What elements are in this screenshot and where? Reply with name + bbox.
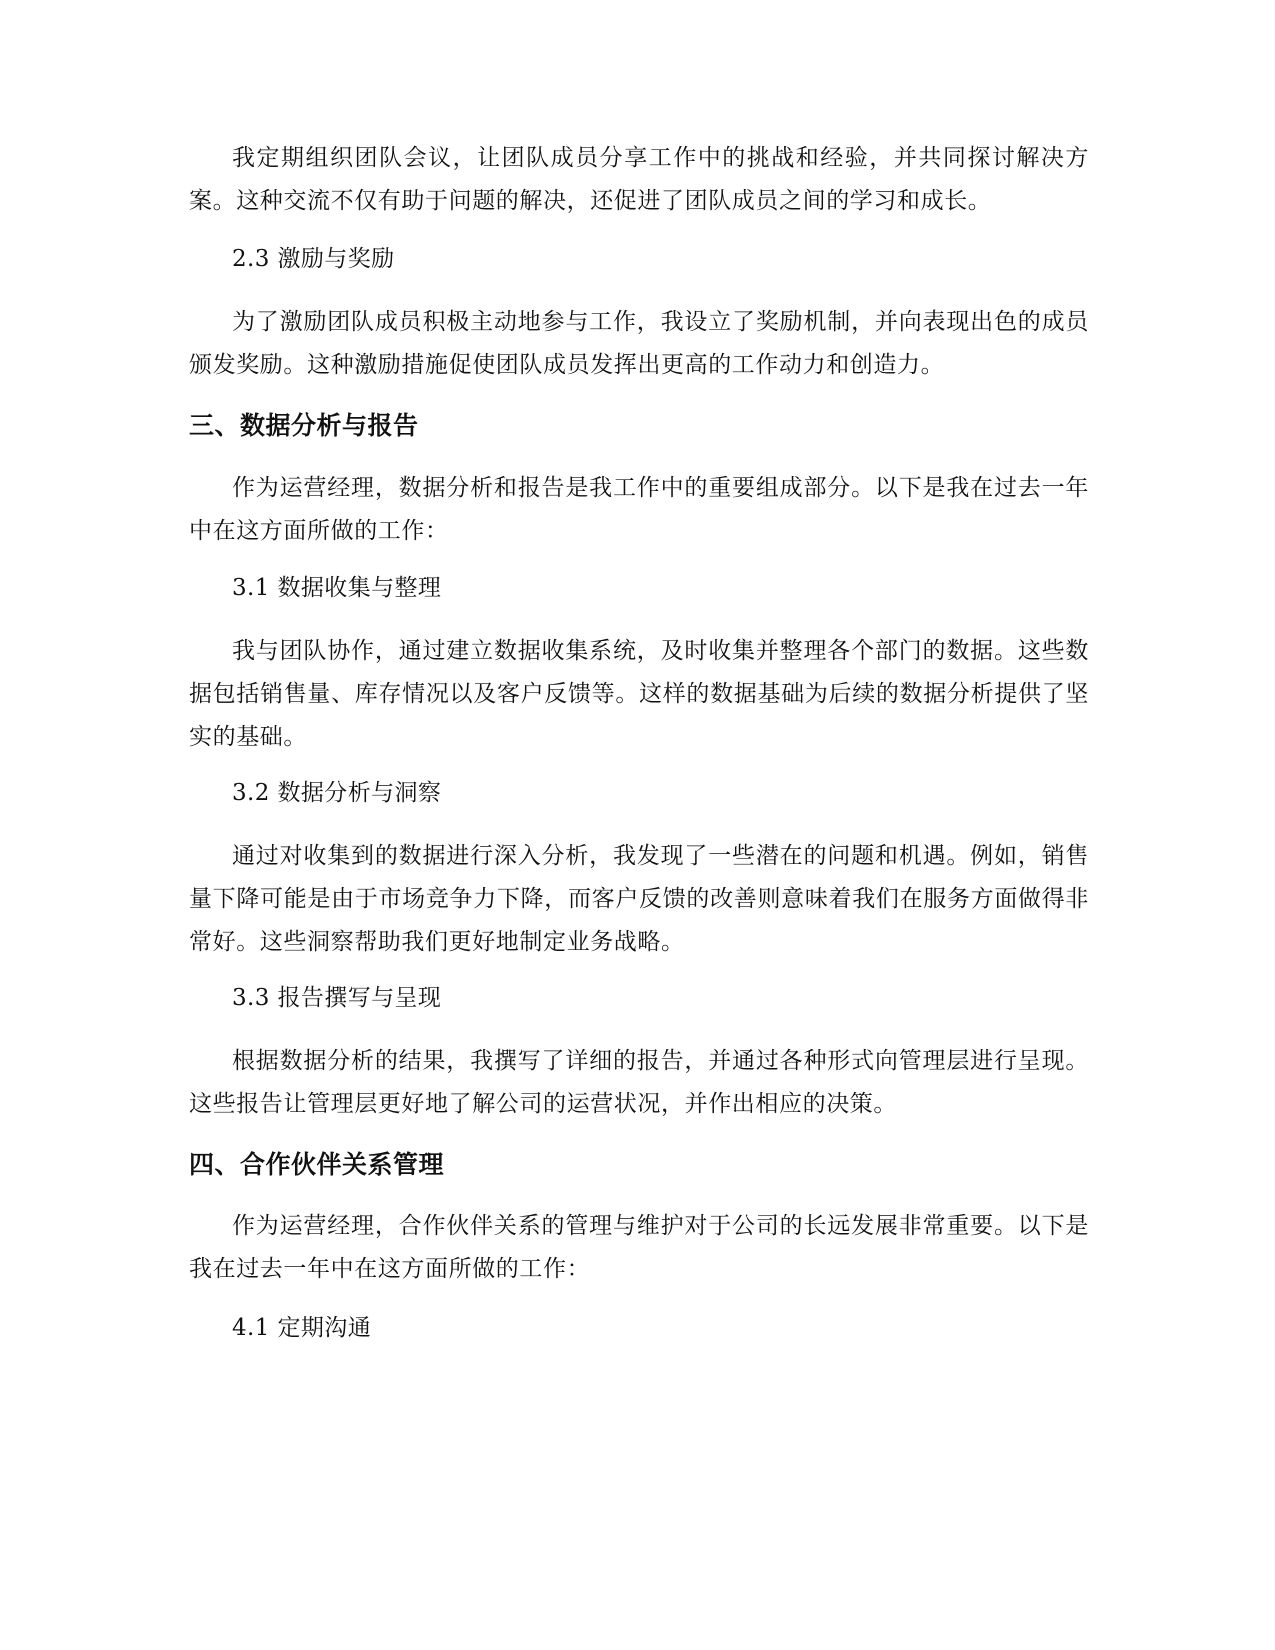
subheading-3-3: 3.3 报告撰写与呈现 <box>232 985 442 1011</box>
subheading-2-3: 2.3 激励与奖励 <box>232 246 395 272</box>
section-title-3: 三、数据分析与报告 <box>189 411 419 440</box>
section-title-4: 四、合作伙伴关系管理 <box>189 1150 445 1179</box>
subheading-3-2: 3.2 数据分析与洞察 <box>232 780 442 806</box>
paragraph-partners-intro: 作为运营经理，合作伙伴关系的管理与维护对于公司的长远发展非常重要。以下是我在过去一年中在这方面所做的工作： <box>189 1213 1089 1282</box>
paragraph-team-meetings: 我定期组织团队会议，让团队成员分享工作中的挑战和经验，并共同探讨解决方案。这种交流不仅有助于问题的解决，还促进了团队成员之间的学习和成长。 <box>189 145 1089 214</box>
paragraph-data-analysis: 通过对收集到的数据进行深入分析，我发现了一些潜在的问题和机遇。例如，销售量下降可能是由于市场竞争力下降，而客户反馈的改善则意味着我们在服务方面做得非常好。这些洞察帮助我们更好地制定业务战略。 <box>189 843 1089 955</box>
subheading-3-1: 3.1 数据收集与整理 <box>232 575 442 601</box>
paragraph-reporting: 根据数据分析的结果，我撰写了详细的报告，并通过各种形式向管理层进行呈现。这些报告让管理层更好地了解公司的运营状况，并作出相应的决策。 <box>189 1048 1089 1117</box>
subheading-4-1: 4.1 定期沟通 <box>232 1315 372 1341</box>
paragraph-incentives: 为了激励团队成员积极主动地参与工作，我设立了奖励机制，并向表现出色的成员颁发奖励。这种激励措施促使团队成员发挥出更高的工作动力和创造力。 <box>189 309 1089 378</box>
paragraph-data-collection: 我与团队协作，通过建立数据收集系统，及时收集并整理各个部门的数据。这些数据包括销售量、库存情况以及客户反馈等。这样的数据基础为后续的数据分析提供了坚实的基础。 <box>189 638 1089 750</box>
paragraph-data-intro: 作为运营经理，数据分析和报告是我工作中的重要组成部分。以下是我在过去一年中在这方面所做的工作： <box>189 475 1089 544</box>
